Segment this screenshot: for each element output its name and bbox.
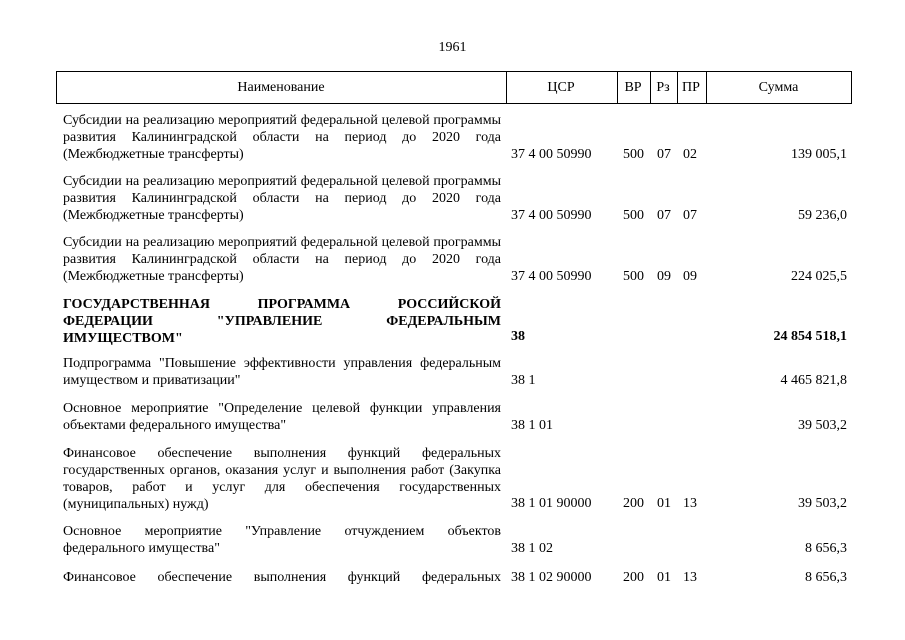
row-vr: 500 — [623, 147, 644, 162]
row-name: Финансовое обеспечение выполнения функций федеральных государственных органов, оказания услуг и выполнения работ (Закупка товаров, работ и услуг для обеспечения государственных (муниципальных) нужд) — [63, 446, 501, 512]
row-vr: 500 — [623, 208, 644, 223]
row-name: Основное мероприятие "Определение целевой функции управления объектами федерального имущества" — [63, 401, 501, 433]
row-name: Субсидии на реализацию мероприятий федеральной целевой программы развития Калининградской области на период до 2020 года (Межбюджетные трансферты) — [63, 113, 501, 162]
row-sum: 224 025,5 — [791, 269, 847, 284]
header-vr: ВР — [624, 80, 642, 95]
row-csr: 38 1 01 — [511, 418, 553, 433]
row-pr: 13 — [683, 496, 697, 511]
header-pr: ПР — [682, 80, 700, 95]
row-csr: 38 1 02 — [511, 541, 553, 556]
row-csr: 38 — [511, 329, 525, 344]
row-csr: 37 4 00 50990 — [511, 208, 592, 223]
header-name: Наименование — [237, 80, 325, 95]
row-csr: 37 4 00 50990 — [511, 269, 592, 284]
row-sum: 24 854 518,1 — [773, 329, 847, 344]
row-pr: 13 — [683, 570, 697, 585]
header-rz: Рз — [656, 80, 670, 95]
row-csr: 38 1 01 90000 — [511, 496, 592, 511]
row-rz: 01 — [657, 496, 671, 511]
row-rz: 09 — [657, 269, 671, 284]
row-sum: 4 465 821,8 — [780, 373, 847, 388]
row-name: Финансовое обеспечение выполнения функций федеральных — [63, 570, 501, 585]
page-number: 1961 — [438, 40, 467, 55]
row-csr: 37 4 00 50990 — [511, 147, 592, 162]
row-sum: 139 005,1 — [791, 147, 847, 162]
row-sum: 59 236,0 — [798, 208, 847, 223]
header-sum: Сумма — [758, 80, 799, 95]
row-vr: 500 — [623, 269, 644, 284]
table-header — [56, 71, 852, 104]
row-sum: 39 503,2 — [798, 418, 847, 433]
row-name: ГОСУДАРСТВЕННАЯ ПРОГРАММА РОССИЙСКОЙ ФЕДЕРАЦИИ "УПРАВЛЕНИЕ ФЕДЕРАЛЬНЫМ ИМУЩЕСТВОМ" — [63, 297, 501, 346]
row-sum: 39 503,2 — [798, 496, 847, 511]
row-pr: 07 — [683, 208, 697, 223]
row-sum: 8 656,3 — [805, 541, 847, 556]
row-csr: 38 1 — [511, 373, 536, 388]
row-name: Субсидии на реализацию мероприятий федеральной целевой программы развития Калининградской области на период до 2020 года (Межбюджетные трансферты) — [63, 174, 501, 223]
row-name: Субсидии на реализацию мероприятий федеральной целевой программы развития Калининградской области на период до 2020 года (Межбюджетные трансферты) — [63, 235, 501, 284]
row-name: Подпрограмма "Повышение эффективности управления федеральным имуществом и приватизации" — [63, 356, 501, 388]
row-rz: 07 — [657, 208, 671, 223]
row-csr: 38 1 02 90000 — [511, 570, 592, 585]
row-vr: 200 — [623, 496, 644, 511]
row-vr: 200 — [623, 570, 644, 585]
row-pr: 02 — [683, 147, 697, 162]
row-rz: 07 — [657, 147, 671, 162]
header-csr: ЦСР — [547, 80, 575, 95]
row-pr: 09 — [683, 269, 697, 284]
row-sum: 8 656,3 — [805, 570, 847, 585]
row-name: Основное мероприятие "Управление отчуждением объектов федерального имущества" — [63, 524, 501, 556]
row-rz: 01 — [657, 570, 671, 585]
